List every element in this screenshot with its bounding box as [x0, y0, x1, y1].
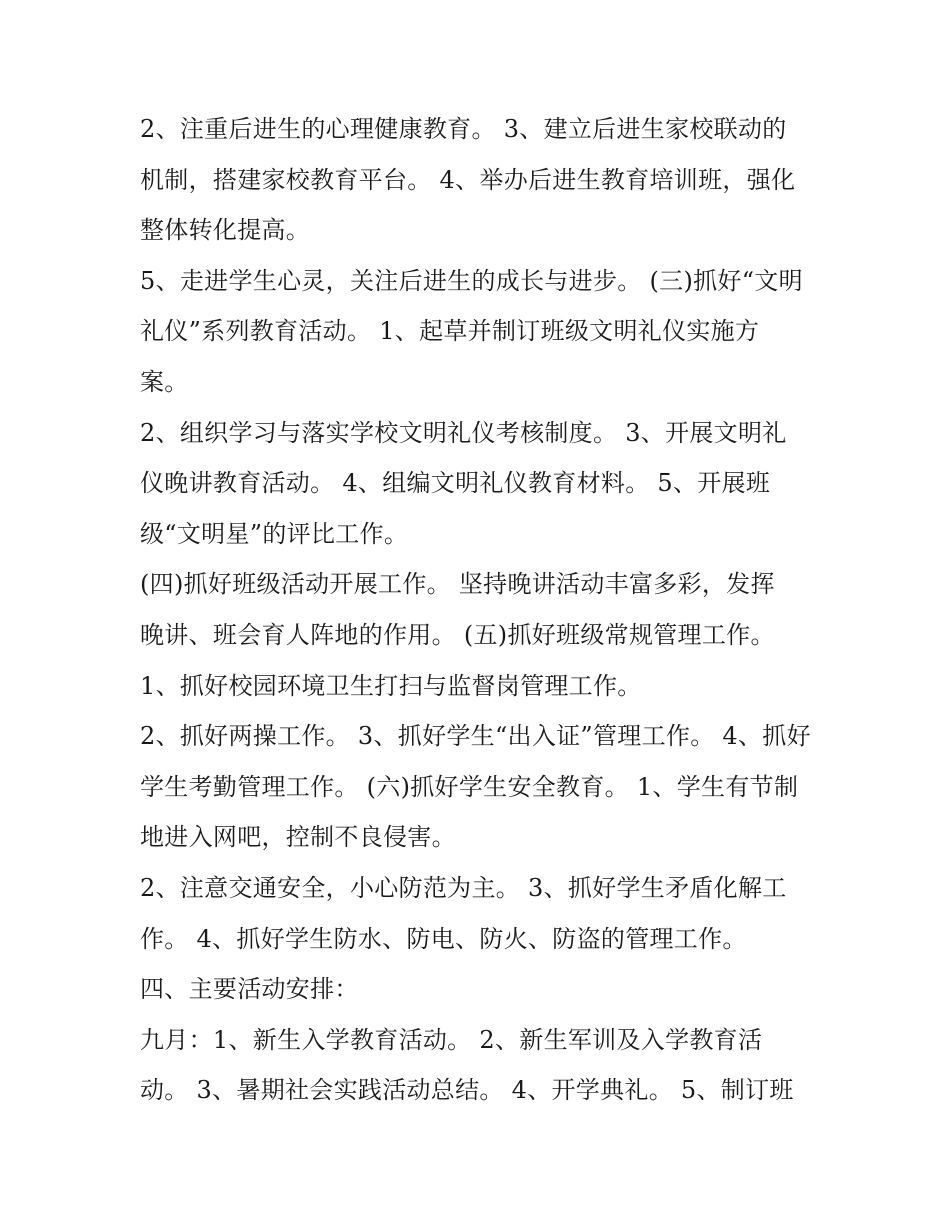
text-line: 作。 4、抓好学生防水、防电、防火、防盗的管理工作。	[140, 924, 747, 953]
text-line: 2、注意交通安全，小心防范为主。 3、抓好学生矛盾化解工	[140, 873, 787, 902]
document-body	[140, 104, 820, 1116]
text-line: 1、抓好校园环境卫生打扫与监督岗管理工作。	[140, 671, 642, 700]
text-line: 级“文明星”的评比工作。	[140, 519, 409, 548]
text-line: 地进入网吧，控制不良侵害。	[140, 823, 456, 852]
text-line: 学生考勤管理工作。 (六)抓好学生安全教育。 1、学生有节制	[140, 772, 799, 801]
text-line: 动。 3、暑期社会实践活动总结。 4、开学典礼。 5、制订班	[140, 1076, 794, 1105]
text-line: 仪晚讲教育活动。 4、组编文明礼仪教育材料。 5、开展班	[140, 469, 771, 498]
text-line: 礼仪”系列教育活动。 1、起草并制订班级文明礼仪实施方	[140, 317, 760, 346]
text-line: (四)抓好班级活动开展工作。 坚持晚讲活动丰富多彩，发挥	[140, 570, 775, 599]
text-line: 机制，搭建家校教育平台。 4、举办后进生教育培训班，强化	[140, 165, 796, 194]
text-line: 整体转化提高。	[140, 216, 311, 245]
text-line: 案。	[140, 367, 189, 396]
text-line: 5、走进学生心灵，关注后进生的成长与进步。 (三)抓好“文明	[140, 266, 803, 295]
section-heading: 四、主要活动安排：	[140, 975, 359, 1004]
text-line: 2、组织学习与落实学校文明礼仪考核制度。 3、开展文明礼	[140, 418, 787, 447]
text-line: 2、抓好两操工作。 3、抓好学生“出入证”管理工作。 4、抓好	[140, 722, 811, 751]
text-line: 晚讲、班会育人阵地的作用。 (五)抓好班级常规管理工作。	[140, 620, 775, 649]
text-line: 九月：1、新生入学教育活动。 2、新生军训及入学教育活	[140, 1025, 763, 1054]
text-line: 2、注重后进生的心理健康教育。 3、建立后进生家校联动的	[140, 115, 787, 143]
